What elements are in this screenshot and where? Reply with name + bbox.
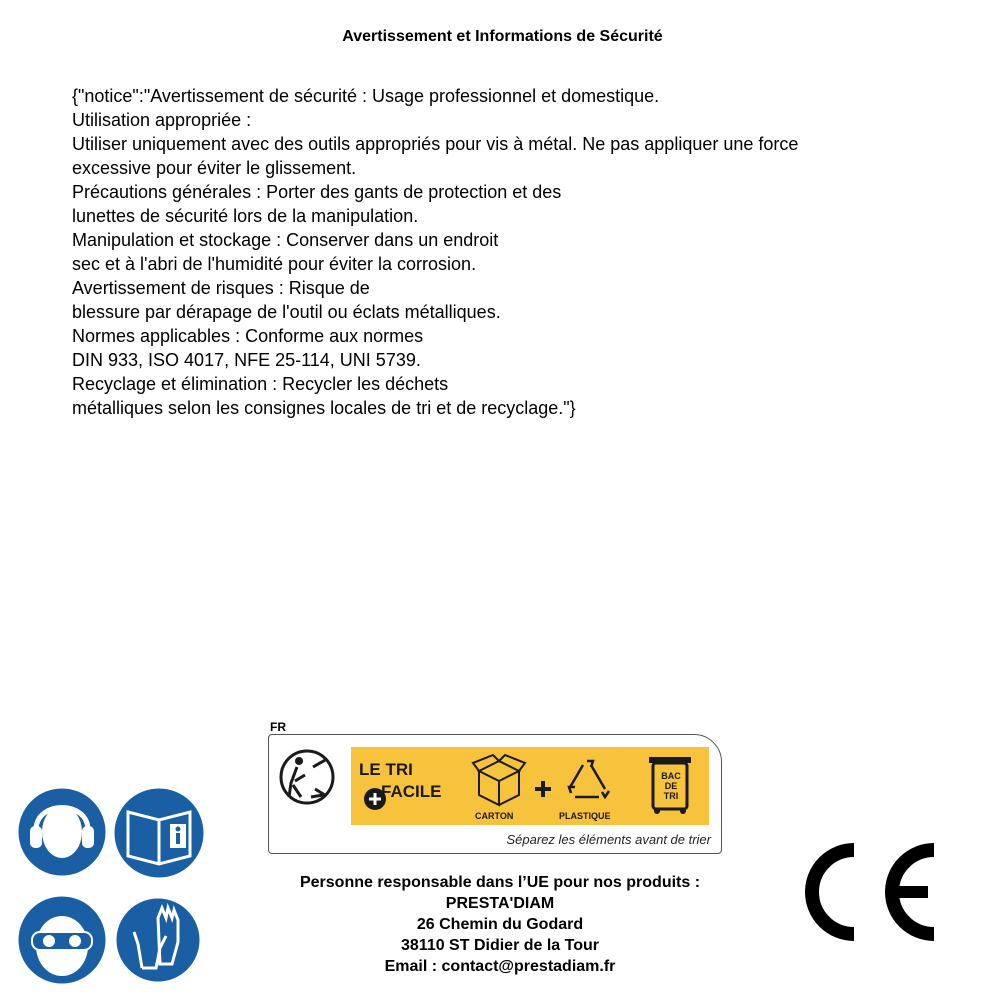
notice-line: Utiliser uniquement avec des outils appropriés pour vis à métal. Ne pas appliquer une force bbox=[72, 134, 799, 154]
safety-notice bbox=[72, 84, 932, 420]
notice-line: sec et à l'abri de l'humidité pour éviter la corrosion. bbox=[72, 254, 477, 274]
notice-line: Utilisation appropriée : bbox=[72, 110, 252, 130]
responsible-person bbox=[250, 872, 750, 977]
notice-line: Recyclage et élimination : Recycler les déchets bbox=[72, 374, 449, 394]
notice-line: {"notice":"Avertissement de sécurité : Usage professionnel et domestique. bbox=[72, 86, 660, 106]
recycling-lang: FR bbox=[270, 720, 286, 734]
tri-caption: Séparez les éléments avant de trier bbox=[506, 832, 711, 847]
ce-mark-icon bbox=[796, 840, 940, 944]
read-manual-icon bbox=[110, 784, 208, 882]
responsible-intro: Personne responsable dans l’UE pour nos produits : bbox=[299, 874, 701, 891]
notice-line: Manipulation et stockage : Conserver dans un endroit bbox=[72, 230, 499, 250]
bin-label-line: DE bbox=[664, 781, 678, 791]
tri-line2: FACILE bbox=[381, 782, 442, 801]
notice-line: Normes applicables : Conforme aux normes bbox=[72, 326, 424, 346]
tri-line1: LE TRI bbox=[359, 760, 413, 779]
notice-line: DIN 933, ISO 4017, NFE 25-114, UNI 5739. bbox=[72, 350, 421, 370]
gloves-icon bbox=[112, 894, 204, 986]
street-address: 26 Chemin du Godard bbox=[416, 916, 584, 933]
company-name: PRESTA'DIAM bbox=[445, 895, 555, 912]
notice-line: Précautions générales : Porter des gants de protection et des bbox=[72, 182, 562, 202]
notice-line: excessive pour éviter le glissement. bbox=[72, 158, 357, 178]
triman-icon bbox=[281, 751, 333, 803]
plastique-label: PLASTIQUE bbox=[559, 811, 611, 821]
tri-heading bbox=[359, 759, 441, 803]
carton-label: CARTON bbox=[475, 811, 514, 821]
page-title: Avertissement et Informations de Sécurité bbox=[342, 28, 663, 45]
notice-line: métalliques selon les consignes locales de tri et de recyclage."} bbox=[72, 398, 576, 418]
bin-label bbox=[656, 771, 686, 801]
bin-label-line: BAC bbox=[661, 771, 681, 781]
notice-line: lunettes de sécurité lors de la manipulation. bbox=[72, 206, 419, 226]
bin-label-line: TRI bbox=[663, 791, 679, 801]
notice-line: blessure par dérapage de l'outil ou éclats métalliques. bbox=[72, 302, 501, 322]
city-address: 38110 ST Didier de la Tour bbox=[401, 937, 599, 954]
recycling-label bbox=[268, 734, 722, 854]
email-address: Email : contact@prestadiam.fr bbox=[384, 958, 616, 975]
notice-line: Avertissement de risques : Risque de bbox=[72, 278, 370, 298]
ear-protection-icon bbox=[14, 784, 110, 880]
eye-protection-icon bbox=[14, 892, 110, 988]
